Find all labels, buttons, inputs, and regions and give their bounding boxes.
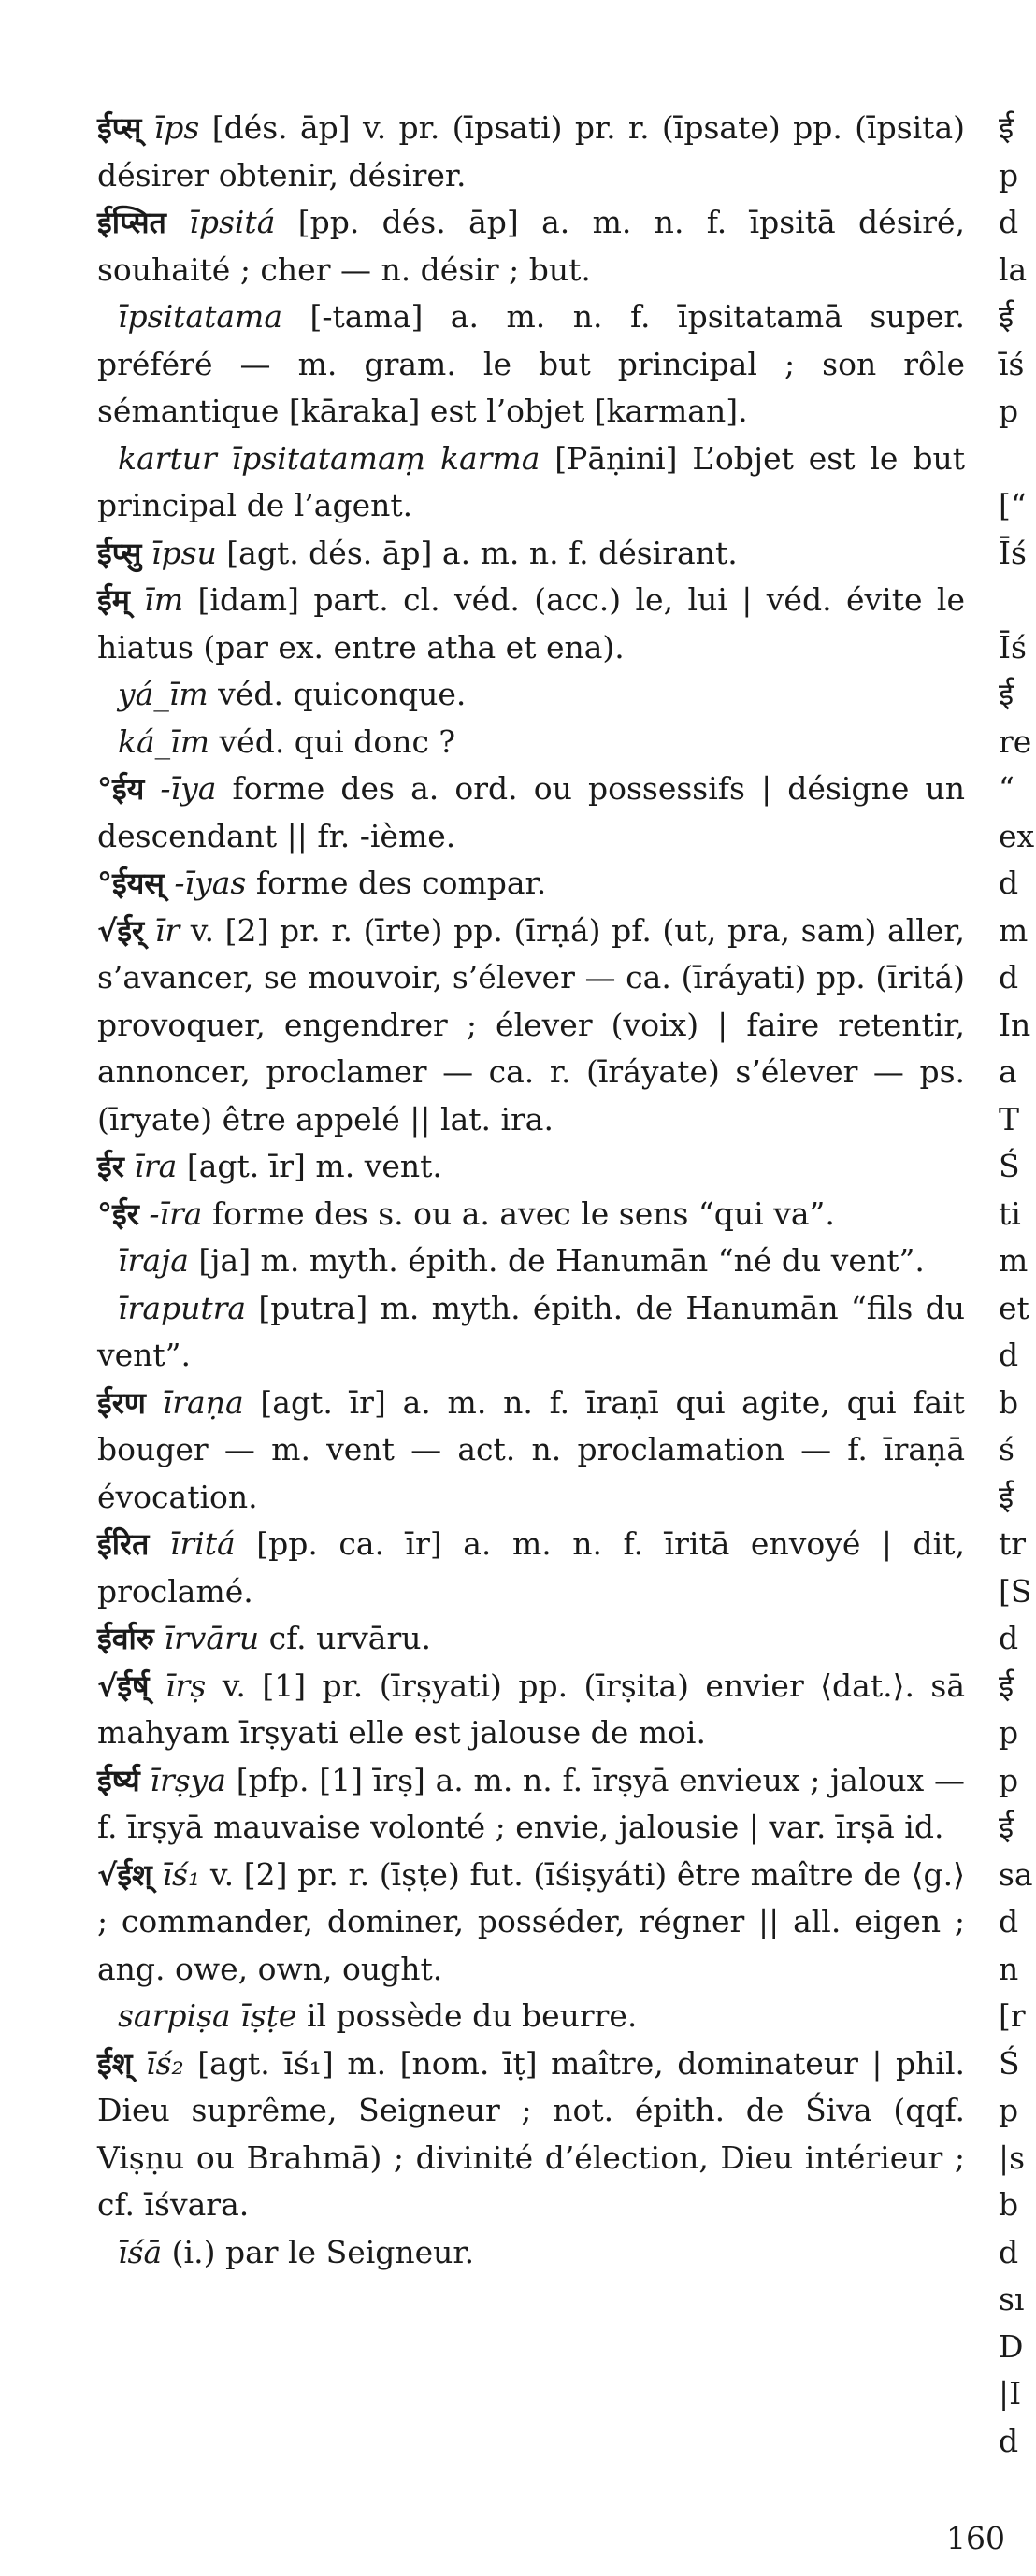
- dictionary-entry: [97, 1757, 965, 1852]
- devanagari-headword: ईर्ष्य: [97, 1762, 140, 1798]
- devanagari-headword: ईर्वारु: [97, 1621, 154, 1656]
- column-fragment-line: [999, 577, 1036, 624]
- dictionary-entry: [97, 1191, 965, 1238]
- dictionary-entry: [97, 199, 965, 293]
- entry-definition: [idam] part. cl. véd. (acc.) le, lui | véd. évite le hiatus (par ex. entre atha et ena).: [97, 581, 965, 665]
- transliterated-headword: īrṣ: [165, 1667, 207, 1704]
- entry-definition: [pfp. [1] īrṣ] a. m. n. f. īrṣyā envieux ; jaloux — f. īrṣyā mauvaise volonté ; envie, jalousie | var. īrṣā id.: [97, 1761, 965, 1845]
- column-fragment-line: d: [999, 1620, 1019, 1656]
- transliterated-headword: īś₂: [146, 2044, 184, 2082]
- devanagari-headword: ईम्: [97, 582, 130, 618]
- column-fragment-line: [999, 436, 1036, 483]
- transliterated-headword: yá_īm: [118, 676, 209, 712]
- dictionary-entry: [97, 293, 965, 436]
- column-fragment-line: “: [999, 770, 1014, 807]
- column-fragment-line: tr: [999, 1525, 1027, 1562]
- column-fragment-line: ई: [999, 676, 1014, 712]
- column-fragment-line: īś: [999, 345, 1025, 382]
- entry-definition: [-tama] a. m. n. f. īpsitatamā super. préféré — m. gram. le but principal ; son rôle sémantique [kāraka] est l’objet [karman].: [97, 298, 965, 429]
- column-fragment-line: ई: [999, 1667, 1014, 1704]
- devanagari-headword: √ईश्: [97, 1856, 152, 1893]
- column-fragment-line: T: [999, 1100, 1020, 1138]
- transliterated-headword: ká_īm: [118, 723, 210, 760]
- column-fragment-line: d: [999, 2233, 1019, 2270]
- column-fragment-line: p: [999, 2092, 1019, 2128]
- column-fragment-line: ई: [999, 1809, 1014, 1845]
- entry-definition: forme des compar.: [246, 865, 547, 901]
- transliterated-headword: īpsu: [151, 534, 217, 571]
- transliterated-headword: īra: [134, 1148, 178, 1184]
- transliterated-headword: īpsitatama: [118, 298, 283, 335]
- transliterated-headword: īr: [154, 911, 180, 949]
- column-fragment-line: et: [999, 1289, 1029, 1326]
- transliterated-headword: -īyas: [174, 865, 247, 901]
- transliterated-headword: -īya: [160, 770, 217, 807]
- column-fragment-line: |s: [999, 2139, 1026, 2176]
- column-fragment-line: b: [999, 1383, 1019, 1421]
- column-fragment-line: m: [999, 1242, 1029, 1279]
- entry-definition: [agt. īr] a. m. n. f. īraṇī qui agite, qui fait bouger — m. vent — act. n. proclamation — f. īraṇā évocation.: [97, 1383, 965, 1515]
- entry-definition: forme des s. ou a. avec le sens “qui va”.: [202, 1195, 835, 1232]
- entry-definition: v. [2] pr. r. (īṣṭe) fut. (īśiṣyáti) être maître de ⟨g.⟩ ; commander, dominer, posséder, régner || all. eigen ; ang. owe, own, ought.: [97, 1855, 965, 1987]
- dictionary-entry: [97, 105, 965, 199]
- entry-definition: (i.) par le Seigneur.: [162, 2233, 475, 2270]
- transliterated-headword: īritá: [169, 1525, 236, 1562]
- column-fragment-line: Ś: [999, 1148, 1020, 1184]
- column-fragment-line: ई: [999, 109, 1014, 146]
- entry-definition: véd. quiconque.: [208, 676, 467, 712]
- dictionary-column: [97, 105, 965, 2276]
- entry-definition: v. [1] pr. (īrṣyati) pp. (īrṣita) envier ⟨dat.⟩. sā mahyam īrṣyati elle est jalouse de moi.: [97, 1667, 965, 1751]
- dictionary-entry: [97, 766, 965, 860]
- devanagari-headword: ईश्: [97, 2045, 133, 2082]
- dictionary-entry: [97, 1521, 965, 1615]
- column-fragment-line: [S: [999, 1572, 1032, 1610]
- transliterated-headword: īśā: [118, 2233, 163, 2270]
- column-fragment-line: ई: [999, 298, 1014, 335]
- entry-definition: [Pāṇini] L’objet est le but principal de l’agent.: [97, 439, 965, 523]
- column-fragment-line: m: [999, 911, 1029, 949]
- transliterated-headword: īpsitá: [189, 204, 276, 240]
- column-fragment-line: a: [999, 1053, 1017, 1090]
- devanagari-headword: ईर: [97, 1149, 124, 1184]
- devanagari-headword: °ईर: [97, 1195, 139, 1232]
- column-fragment-line: b: [999, 2186, 1019, 2223]
- transliterated-headword: īm: [144, 581, 184, 618]
- adjacent-column-fragment: [999, 105, 1036, 2465]
- dictionary-entry: [97, 530, 965, 578]
- dictionary-entry: [97, 2040, 965, 2229]
- dictionary-entry: [97, 1285, 965, 1380]
- column-fragment-line: d: [999, 865, 1019, 901]
- dictionary-entry: [97, 671, 965, 719]
- devanagari-headword: ईरित: [97, 1526, 150, 1562]
- devanagari-headword: °ईयस्: [97, 866, 165, 901]
- column-fragment-line: ti: [999, 1195, 1021, 1232]
- entry-definition: [pp. dés. āp] a. m. n. f. īpsitā désiré, souhaité ; cher — n. désir ; but.: [97, 204, 965, 288]
- column-fragment-line: D: [999, 2327, 1024, 2365]
- column-fragment-line: Ś: [999, 2044, 1020, 2082]
- dictionary-entry: [97, 860, 965, 908]
- transliterated-headword: īraputra: [118, 1289, 247, 1326]
- column-fragment-line: [r: [999, 1997, 1026, 2034]
- devanagari-headword: ईरण: [97, 1384, 146, 1421]
- entry-definition: cf. urvāru.: [259, 1620, 431, 1656]
- page-number: 160: [946, 2520, 1005, 2556]
- column-fragment-line: d: [999, 1337, 1019, 1373]
- devanagari-headword: ईप्स्: [97, 110, 142, 146]
- dictionary-entry: [97, 577, 965, 671]
- column-fragment-line: Īś: [999, 628, 1027, 665]
- dictionary-entry: [97, 1663, 965, 1757]
- entry-definition: [agt. īś₁] m. [nom. īṭ] maître, dominateur | phil. Dieu suprême, Seigneur ; not. épith. de Śiva (qqf. Viṣṇu ou Brahmā) ; divinité d’élection, Dieu intérieur ; cf. īśvara.: [97, 2044, 965, 2223]
- dictionary-entry: [97, 1380, 965, 1522]
- entry-definition: forme des a. ord. ou possessifs | désigne un descendant || fr. -ième.: [97, 770, 965, 854]
- column-fragment-line: ś: [999, 1431, 1014, 1467]
- column-fragment-line: sa: [999, 1855, 1033, 1893]
- entry-definition: [putra] m. myth. épith. de Hanumān “fils du vent”.: [97, 1289, 965, 1373]
- entry-definition: véd. qui donc ?: [209, 723, 456, 760]
- column-fragment-line: d: [999, 204, 1019, 240]
- transliterated-headword: īraja: [118, 1242, 189, 1279]
- transliterated-headword: īrṣya: [150, 1761, 226, 1798]
- transliterated-headword: īrvāru: [164, 1620, 260, 1656]
- entry-definition: il possède du beurre.: [296, 1997, 638, 2034]
- dictionary-entry: [97, 1615, 965, 1663]
- column-fragment-line: la: [999, 250, 1028, 288]
- dictionary-entry: [97, 436, 965, 530]
- dictionary-entry: [97, 1143, 965, 1191]
- column-fragment-line: ई: [999, 1478, 1014, 1515]
- column-fragment-line: p: [999, 1714, 1019, 1751]
- column-fragment-line: p: [999, 393, 1019, 429]
- column-fragment-line: re: [999, 723, 1032, 760]
- column-fragment-line: p: [999, 1761, 1019, 1798]
- entry-definition: [dés. āp] v. pr. (īpsati) pr. r. (īpsate) pp. (īpsita) désirer obtenir, désirer.: [97, 109, 965, 193]
- transliterated-headword: īś₁: [162, 1855, 201, 1893]
- transliterated-headword: kartur īpsitatamaṃ karma: [118, 439, 540, 477]
- devanagari-headword: °ईय: [97, 771, 145, 807]
- column-fragment-line: sı: [999, 2281, 1025, 2317]
- entry-definition: [ja] m. myth. épith. de Hanumān “né du vent”.: [188, 1242, 925, 1279]
- column-fragment-line: Īś: [999, 534, 1027, 571]
- column-fragment-line: ex: [999, 817, 1035, 854]
- dictionary-entry: [97, 2229, 965, 2277]
- column-fragment-line: |I: [999, 2375, 1022, 2411]
- column-fragment-line: d: [999, 959, 1019, 995]
- devanagari-headword: ईप्सित: [97, 205, 166, 240]
- transliterated-headword: sarpiṣa īṣṭe: [118, 1997, 297, 2034]
- devanagari-headword: √ईर्: [97, 912, 145, 949]
- entry-definition: [agt. īr] m. vent.: [177, 1148, 442, 1184]
- transliterated-headword: īraṇa: [162, 1383, 244, 1421]
- devanagari-headword: ईप्सु: [97, 535, 142, 571]
- dictionary-entry: [97, 1993, 965, 2040]
- dictionary-entry: [97, 1238, 965, 1285]
- entry-definition: v. [2] pr. r. (īrte) pp. (īrṇá) pf. (ut, pra, sam) aller, s’avancer, se mouvoir, s’élever — ca. (īráyati) pp. (īritá) provoquer, engendrer ; élever (voix) | faire retentir, annoncer, proclamer — ca. r. (īráyate) s’élever — ps. (īryate) être appelé || lat. ira.: [97, 911, 965, 1138]
- column-fragment-line: d: [999, 2422, 1019, 2459]
- column-fragment-line: d: [999, 1903, 1019, 1939]
- entry-definition: [agt. dés. āp] a. m. n. f. désirant.: [216, 534, 738, 571]
- dictionary-entry: [97, 908, 965, 1144]
- transliterated-headword: -īra: [149, 1195, 203, 1232]
- entry-definition: [pp. ca. īr] a. m. n. f. īritā envoyé | dit, proclamé.: [97, 1525, 965, 1610]
- column-fragment-line: n: [999, 1950, 1019, 1987]
- column-fragment-line: p: [999, 156, 1019, 193]
- column-fragment-line: [“: [999, 487, 1027, 523]
- transliterated-headword: īps: [153, 109, 200, 146]
- column-fragment-line: In: [999, 1006, 1031, 1043]
- dictionary-entry: [97, 1852, 965, 1994]
- dictionary-entry: [97, 719, 965, 766]
- devanagari-headword: √ईर्ष्: [97, 1667, 150, 1704]
